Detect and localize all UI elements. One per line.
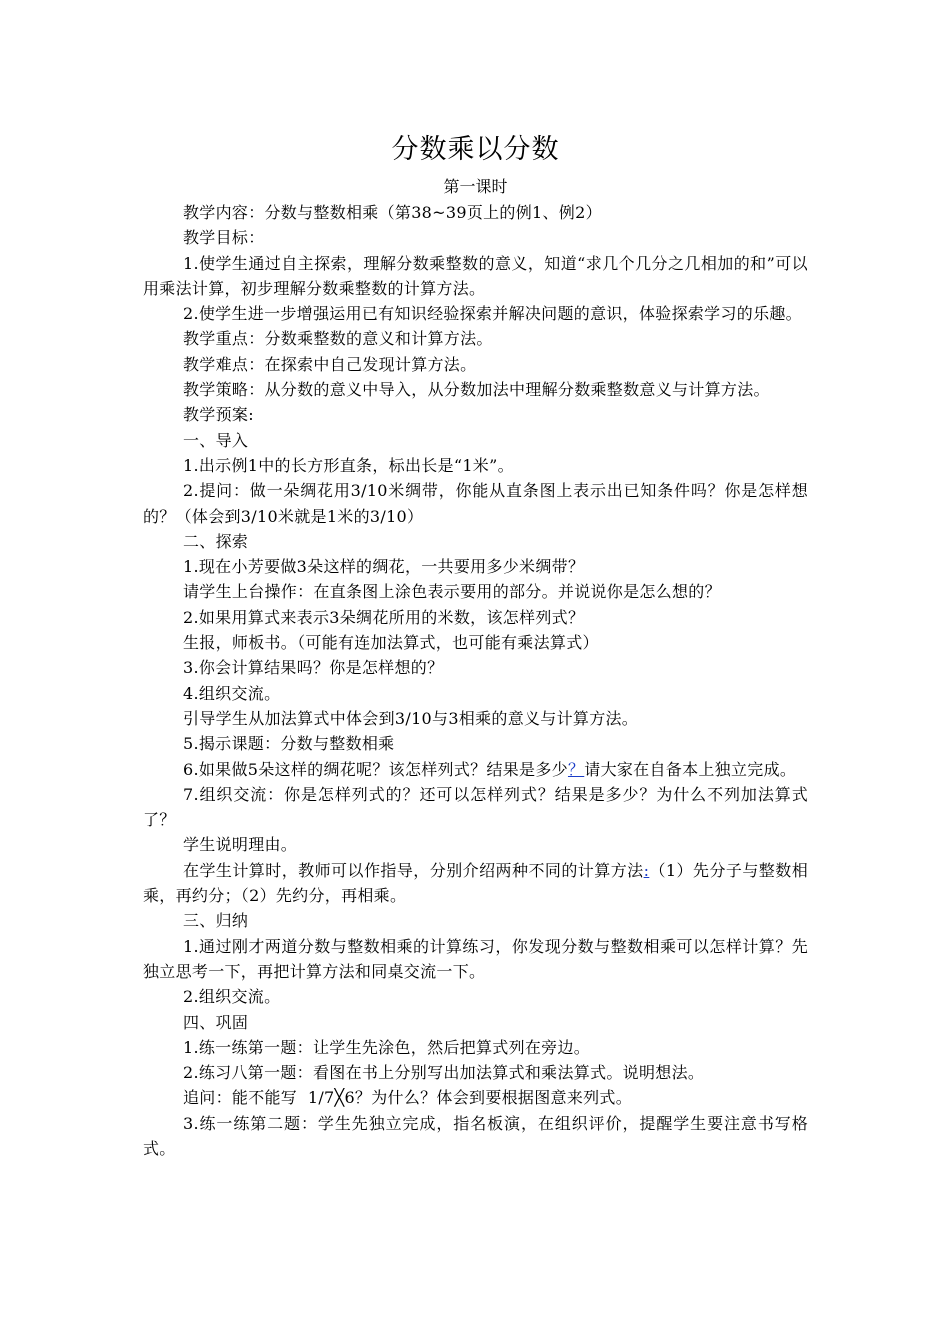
paragraph-text: （1）先分子与整数相乘，再约分；（2）先约分，再相乘。 <box>143 860 808 906</box>
paragraph: 教学策略：从分数的意义中导入，从分数加法中理解分数乘整数意义与计算方法。 <box>183 380 770 400</box>
paragraph: 2.使学生进一步增强运用已有知识经验探索并解决问题的意识，体验探索学习的乐趣。 <box>183 304 802 324</box>
paragraph: 1.现在小芳要做3朵这样的绸花，一共要用多少米绸带？ <box>183 557 585 577</box>
paragraph: 追问：能不能写 1/7╳6？为什么？体会到要根据图意来列式。 <box>183 1088 633 1108</box>
document-page <box>143 130 808 1161</box>
paragraph <box>143 757 808 782</box>
section-heading: 一、导入 <box>183 430 249 450</box>
hyperlink[interactable]: ？ <box>567 759 585 779</box>
paragraph-text: 请大家在自备本上独立完成。 <box>584 759 797 779</box>
section-heading: 四、巩固 <box>183 1012 249 1032</box>
section-heading: 二、探索 <box>183 531 249 551</box>
paragraph: 4.组织交流。 <box>183 683 281 703</box>
page-title: 分数乘以分数 <box>391 134 560 165</box>
paragraph: 7.组织交流：你是怎样列式的？还可以怎样列式？结果是多少？为什么不列加法算式了？ <box>143 784 808 830</box>
paragraph: 教学重点：分数乘整数的意义和计算方法。 <box>183 329 493 349</box>
paragraph: 学生说明理由。 <box>183 835 298 855</box>
paragraph: 3.练一练第二题：学生先独立完成，指名板演，在组织评价，提醒学生要注意书写格式。 <box>143 1113 808 1158</box>
paragraph: 教学难点：在探索中自己发现计算方法。 <box>183 354 477 374</box>
hyperlink[interactable]: : <box>643 860 650 880</box>
paragraph: 2.提问：做一朵绸花用3/10米绸带，你能从直条图上表示出已知条件吗？你是怎样想的？（体会到3/10米就是1米的3/10） <box>143 481 808 526</box>
paragraph: 教学目标： <box>183 228 265 248</box>
paragraph-text: 在学生计算时，教师可以作指导，分别介绍两种不同的计算方法 <box>183 860 644 880</box>
paragraph: 教学预案: <box>183 405 254 425</box>
paragraph: 生报，师板书。（可能有连加法算式，也可能有乘法算式） <box>183 633 599 653</box>
paragraph: 1.使学生通过自主探索，理解分数乘整数的意义，知道“求几个几分之几相加的和”可以用乘法计算，初步理解分数乘整数的计算方法。 <box>143 253 808 298</box>
paragraph: 1.通过刚才两道分数与整数相乘的计算练习，你发现分数与整数相乘可以怎样计算？先独立思考一下，再把计算方法和同桌交流一下。 <box>143 936 808 981</box>
lesson-subtitle: 第一课时 <box>443 177 508 196</box>
paragraph: 2.组织交流。 <box>183 987 281 1007</box>
paragraph: 2.如果用算式来表示3朵绸花所用的米数，该怎样列式？ <box>183 607 585 627</box>
paragraph: 引导学生从加法算式中体会到3/10与3相乘的意义与计算方法。 <box>183 708 639 728</box>
paragraph: 1.练一练第一题：让学生先涂色，然后把算式列在旁边。 <box>183 1037 591 1057</box>
paragraph: 教学内容：分数与整数相乘（第38~39页上的例1、例2） <box>183 203 602 222</box>
paragraph: 1.出示例1中的长方形直条，标出长是“1米”。 <box>183 455 514 475</box>
paragraph-text: 6.如果做5朵这样的绸花呢？该怎样列式？结果是多少 <box>183 759 568 779</box>
paragraph: 2.练习八第一题：看图在书上分别写出加法算式和乘法算式。说明想法。 <box>183 1063 705 1083</box>
paragraph: 5.揭示课题：分数与整数相乘 <box>183 734 395 754</box>
document-body <box>143 200 808 1161</box>
paragraph: 请学生上台操作：在直条图上涂色表示要用的部分。并说说你是怎么想的？ <box>183 582 721 602</box>
paragraph: 3.你会计算结果吗？你是怎样想的？ <box>183 658 444 678</box>
section-heading: 三、归纳 <box>183 911 249 931</box>
paragraph <box>143 858 808 909</box>
